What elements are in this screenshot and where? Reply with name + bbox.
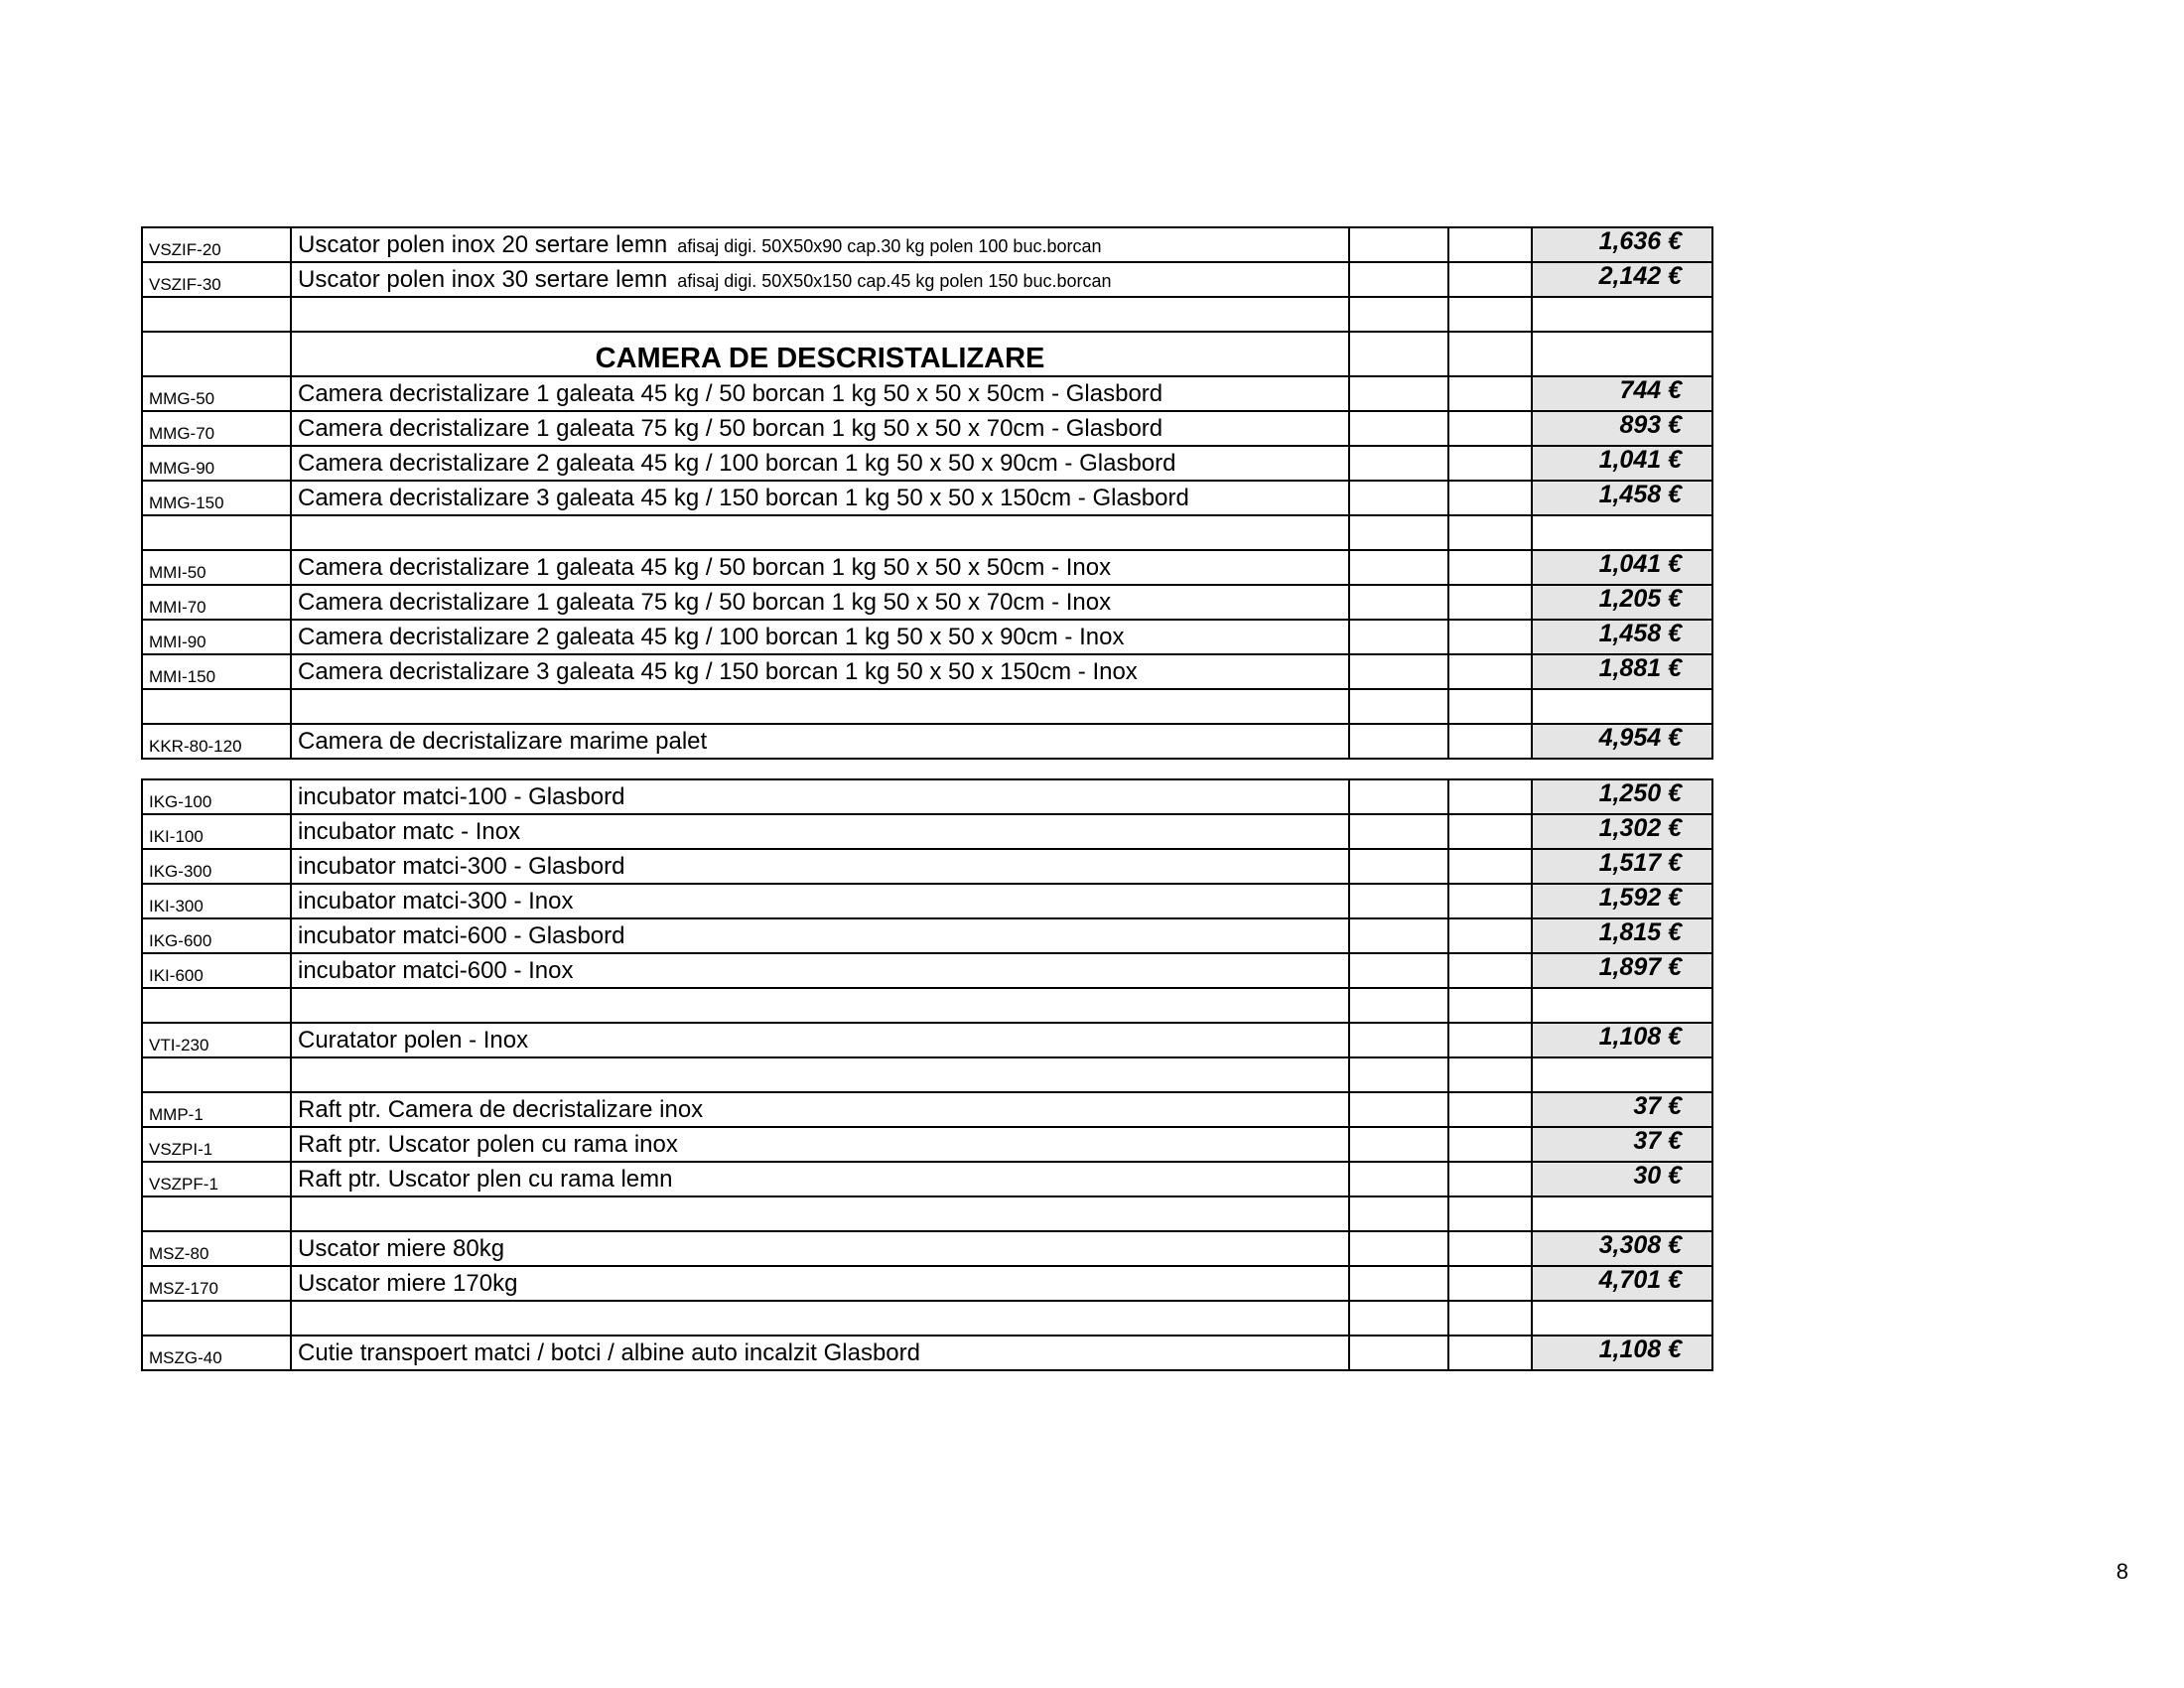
- product-description-cell: [291, 376, 1349, 411]
- product-description: Camera de decristalizare marime palet: [298, 727, 708, 755]
- product-description: incubator matci-600 - Inox: [298, 956, 574, 984]
- price-cell: 1,517 €: [1532, 849, 1712, 884]
- empty-cell: [1349, 376, 1448, 411]
- product-description: Raft ptr. Camera de decristalizare inox: [298, 1095, 704, 1123]
- product-description-cell: [291, 884, 1349, 918]
- product-description-cell: [291, 724, 1349, 759]
- product-description: Camera decristalizare 3 galeata 45 kg / 150 borcan 1 kg 50 x 50 x 150cm - Glasbord: [298, 484, 1189, 511]
- price-cell: [1532, 689, 1712, 724]
- product-code-cell: [142, 689, 291, 724]
- table-row: [142, 724, 1712, 759]
- price-cell: 2,142 €: [1532, 262, 1712, 297]
- empty-cell: [1448, 1127, 1532, 1162]
- table-row: [142, 1023, 1712, 1057]
- empty-cell: [1448, 481, 1532, 515]
- product-code-cell: MMI-70: [142, 585, 291, 620]
- table-row: [142, 884, 1712, 918]
- product-code-cell: VTI-230: [142, 1023, 291, 1057]
- price-cell: 1,108 €: [1532, 1336, 1712, 1370]
- product-description-cell: [291, 297, 1349, 332]
- price-table-incubators-accessories: [141, 778, 1713, 1371]
- empty-cell: [1349, 262, 1448, 297]
- price-cell: 1,897 €: [1532, 953, 1712, 988]
- empty-cell: [1349, 849, 1448, 884]
- empty-cell: [1448, 654, 1532, 689]
- empty-cell: [1448, 376, 1532, 411]
- product-description-cell: [291, 446, 1349, 481]
- table-row: [142, 849, 1712, 884]
- empty-cell: [1448, 1336, 1532, 1370]
- product-code-cell: MSZ-80: [142, 1231, 291, 1266]
- product-description-cell: [291, 953, 1349, 988]
- price-cell: 1,458 €: [1532, 481, 1712, 515]
- product-description-cell: [291, 1162, 1349, 1196]
- price-cell: 1,041 €: [1532, 550, 1712, 585]
- empty-cell: [1448, 724, 1532, 759]
- empty-cell: [1349, 515, 1448, 550]
- empty-cell: [1349, 332, 1448, 376]
- table-row: [142, 550, 1712, 585]
- blank-row: [142, 988, 1712, 1023]
- product-code-cell: [142, 297, 291, 332]
- product-code-cell: IKG-600: [142, 918, 291, 953]
- product-description-cell: [291, 262, 1349, 297]
- product-code-cell: IKG-300: [142, 849, 291, 884]
- product-code-cell: IKI-600: [142, 953, 291, 988]
- empty-cell: [1448, 1057, 1532, 1092]
- empty-cell: [1349, 884, 1448, 918]
- empty-cell: [1349, 585, 1448, 620]
- empty-cell: [1349, 550, 1448, 585]
- table-row: [142, 620, 1712, 654]
- blank-row: [142, 297, 1712, 332]
- price-cell: [1532, 1196, 1712, 1231]
- product-description: incubator matc - Inox: [298, 817, 521, 845]
- price-cell: [1532, 515, 1712, 550]
- empty-cell: [1349, 1196, 1448, 1231]
- product-description: Camera decristalizare 1 galeata 45 kg / 50 borcan 1 kg 50 x 50 x 50cm - Inox: [298, 553, 1112, 581]
- product-description: incubator matci-600 - Glasbord: [298, 921, 625, 949]
- product-description-cell: [291, 988, 1349, 1023]
- product-description: Raft ptr. Uscator polen cu rama inox: [298, 1130, 678, 1158]
- table-row: [142, 376, 1712, 411]
- price-cell: [1532, 1301, 1712, 1336]
- product-description: incubator matci-100 - Glasbord: [298, 782, 625, 810]
- product-description-cell: [291, 1231, 1349, 1266]
- empty-cell: [1349, 1023, 1448, 1057]
- table-row: [142, 1162, 1712, 1196]
- empty-cell: [1448, 620, 1532, 654]
- product-description-cell: [291, 1196, 1349, 1231]
- price-cell: 1,592 €: [1532, 884, 1712, 918]
- section-title: CAMERA DE DESCRISTALIZARE: [291, 332, 1349, 376]
- price-cell: [1532, 988, 1712, 1023]
- product-description: Camera decristalizare 3 galeata 45 kg / 150 borcan 1 kg 50 x 50 x 150cm - Inox: [298, 657, 1138, 685]
- empty-cell: [1349, 1057, 1448, 1092]
- table-row: [142, 1266, 1712, 1301]
- table-row: [142, 1127, 1712, 1162]
- product-code-cell: VSZPI-1: [142, 1127, 291, 1162]
- product-description-cell: [291, 1301, 1349, 1336]
- empty-cell: [1448, 411, 1532, 446]
- empty-cell: [1349, 1092, 1448, 1127]
- blank-row: [142, 1301, 1712, 1336]
- empty-cell: [1448, 814, 1532, 849]
- product-description: Uscator miere 170kg: [298, 1269, 518, 1297]
- product-code-cell: VSZPF-1: [142, 1162, 291, 1196]
- product-description: Uscator polen inox 30 sertare lemn: [298, 265, 668, 293]
- product-description-cell: [291, 481, 1349, 515]
- empty-cell: [1349, 1266, 1448, 1301]
- product-description-cell: [291, 1336, 1349, 1370]
- empty-cell: [1448, 1266, 1532, 1301]
- product-description: Cutie transpoert matci / botci / albine auto incalzit Glasbord: [298, 1338, 920, 1366]
- product-description: incubator matci-300 - Glasbord: [298, 852, 625, 880]
- empty-cell: [1349, 654, 1448, 689]
- price-cell: 893 €: [1532, 411, 1712, 446]
- product-description: Uscator miere 80kg: [298, 1234, 505, 1262]
- table-row: [142, 1336, 1712, 1370]
- table-row: [142, 481, 1712, 515]
- product-code-cell: MMG-70: [142, 411, 291, 446]
- empty-cell: [1349, 481, 1448, 515]
- table-row: [142, 918, 1712, 953]
- table-row: [142, 411, 1712, 446]
- table-row: [142, 953, 1712, 988]
- price-table-drying-decrystallization: [141, 226, 1713, 760]
- empty-cell: [1448, 550, 1532, 585]
- blank-row: [142, 515, 1712, 550]
- empty-cell: [1349, 918, 1448, 953]
- product-description: Uscator polen inox 20 sertare lemn: [298, 230, 668, 258]
- price-cell: 1,205 €: [1532, 585, 1712, 620]
- product-specs-note: afisaj digi. 50X50x150 cap.45 kg polen 150 buc.borcan: [677, 270, 1112, 291]
- blank-row: [142, 1196, 1712, 1231]
- product-specs-note: afisaj digi. 50X50x90 cap.30 kg polen 100 buc.borcan: [677, 235, 1102, 256]
- product-description-cell: [291, 849, 1349, 884]
- empty-cell: [1448, 918, 1532, 953]
- product-code-cell: KKR-80-120: [142, 724, 291, 759]
- price-cell: [1532, 297, 1712, 332]
- product-description-cell: [291, 689, 1349, 724]
- price-cell: 4,954 €: [1532, 724, 1712, 759]
- product-description: Raft ptr. Uscator plen cu rama lemn: [298, 1165, 673, 1193]
- table-row: [142, 654, 1712, 689]
- product-code-cell: [142, 332, 291, 376]
- product-code-cell: MSZ-170: [142, 1266, 291, 1301]
- product-description-cell: [291, 1057, 1349, 1092]
- product-description: Camera decristalizare 1 galeata 45 kg / 50 borcan 1 kg 50 x 50 x 50cm - Glasbord: [298, 379, 1163, 407]
- product-code-cell: VSZIF-30: [142, 262, 291, 297]
- blank-row: [142, 1057, 1712, 1092]
- product-code-cell: IKI-300: [142, 884, 291, 918]
- empty-cell: [1448, 332, 1532, 376]
- table-row: [142, 585, 1712, 620]
- price-cell: 1,250 €: [1532, 779, 1712, 814]
- empty-cell: [1448, 1162, 1532, 1196]
- empty-cell: [1349, 724, 1448, 759]
- empty-cell: [1349, 620, 1448, 654]
- empty-cell: [1448, 779, 1532, 814]
- empty-cell: [1448, 884, 1532, 918]
- empty-cell: [1349, 779, 1448, 814]
- table-row: [142, 1092, 1712, 1127]
- empty-cell: [1349, 1162, 1448, 1196]
- table-row: [142, 262, 1712, 297]
- price-cell: 1,458 €: [1532, 620, 1712, 654]
- empty-cell: [1349, 1301, 1448, 1336]
- product-description: incubator matci-300 - Inox: [298, 887, 574, 914]
- product-description-cell: [291, 227, 1349, 262]
- empty-cell: [1448, 1301, 1532, 1336]
- product-code-cell: MMG-150: [142, 481, 291, 515]
- product-code-cell: [142, 515, 291, 550]
- empty-cell: [1349, 689, 1448, 724]
- empty-cell: [1448, 1023, 1532, 1057]
- price-cell: 1,108 €: [1532, 1023, 1712, 1057]
- product-description-cell: [291, 550, 1349, 585]
- empty-cell: [1448, 988, 1532, 1023]
- product-code-cell: MMI-90: [142, 620, 291, 654]
- empty-cell: [1349, 988, 1448, 1023]
- empty-cell: [1448, 689, 1532, 724]
- product-description: Camera decristalizare 2 galeata 45 kg / 100 borcan 1 kg 50 x 50 x 90cm - Inox: [298, 623, 1125, 650]
- empty-cell: [1349, 411, 1448, 446]
- product-description-cell: [291, 411, 1349, 446]
- product-code-cell: [142, 1196, 291, 1231]
- empty-cell: [1448, 1092, 1532, 1127]
- price-cell: [1532, 1057, 1712, 1092]
- product-description: Camera decristalizare 2 galeata 45 kg / 100 borcan 1 kg 50 x 50 x 90cm - Glasbord: [298, 449, 1176, 477]
- price-cell: 37 €: [1532, 1092, 1712, 1127]
- table-row: [142, 814, 1712, 849]
- price-cell: 3,308 €: [1532, 1231, 1712, 1266]
- price-cell: [1532, 332, 1712, 376]
- product-description-cell: [291, 654, 1349, 689]
- empty-cell: [1349, 1336, 1448, 1370]
- empty-cell: [1448, 953, 1532, 988]
- product-description-cell: [291, 1266, 1349, 1301]
- section-title-row: [142, 332, 1712, 376]
- empty-cell: [1448, 585, 1532, 620]
- table-row: [142, 446, 1712, 481]
- product-description-cell: [291, 585, 1349, 620]
- product-description-cell: [291, 1127, 1349, 1162]
- product-description-cell: [291, 1092, 1349, 1127]
- product-code-cell: [142, 988, 291, 1023]
- price-cell: 744 €: [1532, 376, 1712, 411]
- empty-cell: [1349, 953, 1448, 988]
- product-code-cell: VSZIF-20: [142, 227, 291, 262]
- product-description-cell: [291, 620, 1349, 654]
- price-cell: 4,701 €: [1532, 1266, 1712, 1301]
- empty-cell: [1349, 1231, 1448, 1266]
- product-description-cell: [291, 1023, 1349, 1057]
- product-description: Curatator polen - Inox: [298, 1026, 529, 1054]
- product-description-cell: [291, 779, 1349, 814]
- price-cell: 1,636 €: [1532, 227, 1712, 262]
- empty-cell: [1349, 227, 1448, 262]
- product-code-cell: IKI-100: [142, 814, 291, 849]
- table-row: [142, 227, 1712, 262]
- empty-cell: [1448, 849, 1532, 884]
- product-description-cell: [291, 814, 1349, 849]
- product-code-cell: IKG-100: [142, 779, 291, 814]
- empty-cell: [1349, 814, 1448, 849]
- product-code-cell: [142, 1301, 291, 1336]
- product-description-cell: [291, 918, 1349, 953]
- table-row: [142, 1231, 1712, 1266]
- product-description-cell: [291, 515, 1349, 550]
- product-code-cell: MSZG-40: [142, 1336, 291, 1370]
- product-description: Camera decristalizare 1 galeata 75 kg / 50 borcan 1 kg 50 x 50 x 70cm - Inox: [298, 588, 1112, 616]
- product-description: Camera decristalizare 1 galeata 75 kg / 50 borcan 1 kg 50 x 50 x 70cm - Glasbord: [298, 414, 1163, 442]
- product-code-cell: MMP-1: [142, 1092, 291, 1127]
- price-cell: 1,815 €: [1532, 918, 1712, 953]
- price-cell: 1,302 €: [1532, 814, 1712, 849]
- price-cell: 30 €: [1532, 1162, 1712, 1196]
- empty-cell: [1349, 1127, 1448, 1162]
- empty-cell: [1448, 227, 1532, 262]
- price-cell: 1,041 €: [1532, 446, 1712, 481]
- empty-cell: [1448, 446, 1532, 481]
- empty-cell: [1448, 262, 1532, 297]
- empty-cell: [1349, 297, 1448, 332]
- price-cell: 1,881 €: [1532, 654, 1712, 689]
- price-cell: 37 €: [1532, 1127, 1712, 1162]
- page-number: 8: [2116, 1559, 2128, 1584]
- product-code-cell: MMG-90: [142, 446, 291, 481]
- product-code-cell: MMG-50: [142, 376, 291, 411]
- table-row: [142, 779, 1712, 814]
- empty-cell: [1448, 297, 1532, 332]
- empty-cell: [1448, 1231, 1532, 1266]
- empty-cell: [1448, 1196, 1532, 1231]
- empty-cell: [1448, 515, 1532, 550]
- product-code-cell: MMI-50: [142, 550, 291, 585]
- empty-cell: [1349, 446, 1448, 481]
- product-code-cell: MMI-150: [142, 654, 291, 689]
- product-code-cell: [142, 1057, 291, 1092]
- blank-row: [142, 689, 1712, 724]
